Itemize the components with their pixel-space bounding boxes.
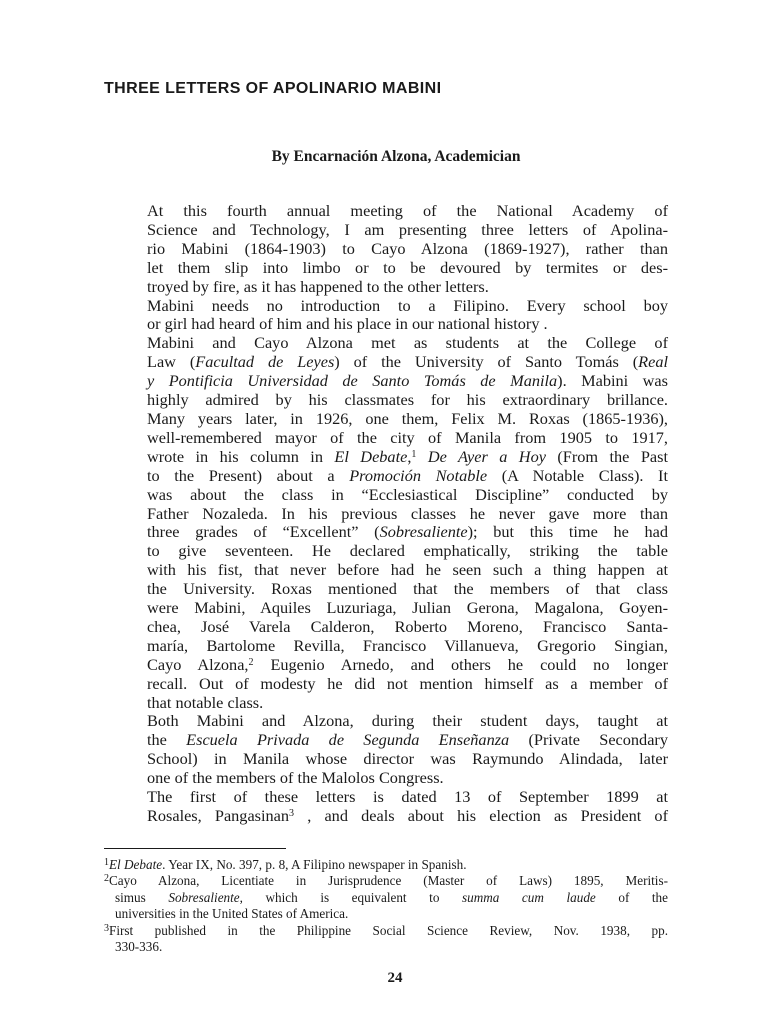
paragraph: [103, 712, 668, 788]
text-line: recall. Out of modesty he did not mention himself as a member of: [147, 673, 668, 693]
text-line: let them slip into limbo or to be devoured by termites or des-: [147, 257, 668, 277]
text-line: three grades of “Excellent” (Sobresaliente); but this time he had: [147, 522, 669, 542]
text-line: were Mabini, Aquiles Luzuriaga, Julian Gerona, Magalona, Goyen-: [147, 598, 668, 618]
text-line: Mabini needs no introduction to a Filipino. Every school boy: [147, 295, 668, 315]
footnote-line: $^1$El Debate. Year IX, No. 397, p. 8, A Filipino newspaper in Spanish.: [104, 857, 467, 872]
paragraph: [103, 202, 668, 297]
footnotes: [104, 857, 668, 955]
text-line: Rosales, Pangasinan$^3$ , and deals about his election as President of: [147, 806, 668, 825]
paragraph: [103, 788, 668, 826]
text-line: well-remembered mayor of the city of Manila from 1905 to 1917,: [147, 427, 668, 447]
text-line: or girl had heard of him and his place in our national history .: [147, 314, 548, 334]
footnote-line: $^2$Cayo Alzona, Licentiate in Jurisprudence (Master of Laws) 1895, Meritis-: [104, 873, 668, 889]
text-line: highly admired by his classmates for his extraordinary brillance.: [147, 390, 668, 410]
text-line: was about the class in “Ecclesiastical Discipline” conducted by: [147, 484, 668, 504]
footnote: [104, 857, 668, 873]
footnote-line: $^3$First published in the Philippine Social Science Review, Nov. 1938, pp.: [104, 922, 668, 938]
text-line: School) in Manila whose director was Raymundo Alindada, later: [147, 749, 668, 769]
article-title: THREE LETTERS OF APOLINARIO MABINI: [104, 80, 442, 97]
text-line: troyed by fire, as it has happened to the other letters.: [147, 276, 489, 296]
text-line: to give seventeen. He declared emphatically, striking the table: [147, 541, 668, 561]
text-line: Mabini and Cayo Alzona met as students at the College of: [147, 333, 668, 353]
footnote-mark: 3: [104, 922, 109, 934]
footnote-divider: [104, 848, 286, 849]
article-body: [103, 202, 668, 826]
footnote: [104, 873, 668, 922]
footnote-line: simus Sobresaliente, which is equivalent to summa cum laude of the: [115, 889, 669, 905]
text-line: to the Present) about a Promoción Notable (A Notable Class). It: [147, 465, 669, 485]
page-number: 24: [387, 970, 403, 986]
text-line: Law (Facultad de Leyes) of the University of Santo Tomás (Real: [147, 352, 669, 372]
text-line: the University. Roxas mentioned that the members of that class: [147, 579, 668, 599]
text-line: Cayo Alzona,$^2$ Eugenio Arnedo, and others he could no longer: [147, 654, 669, 674]
text-line: with his fist, that never before had he seen such a thing happen at: [147, 560, 668, 580]
text-line: y Pontificia Universidad de Santo Tomás de Manila). Mabini was: [147, 371, 668, 391]
text-line: wrote in his column in El Debate,$^1$ De Ayer a Hoy (From the Past: [147, 446, 668, 466]
text-line: maría, Bartolome Revilla, Francisco Villanueva, Gregorio Singian,: [147, 635, 668, 655]
text-line: the Escuela Privada de Segunda Enseñanza (Private Secondary: [147, 730, 668, 750]
text-line: The first of these letters is dated 13 of September 1899 at: [147, 787, 668, 807]
footnote-mark: 1: [104, 857, 109, 868]
text-line: Father Nozaleda. In his previous classes he never gave more than: [147, 503, 668, 523]
footnote: [104, 923, 668, 956]
paragraph: [103, 297, 668, 335]
byline: By Encarnación Alzona, Academician: [271, 148, 521, 165]
paragraph: [103, 334, 668, 712]
footnote-line: 330-336.: [115, 939, 163, 955]
text-line: Science and Technology, I am presenting three letters of Apolina-: [147, 219, 668, 239]
footnote-mark: 2: [104, 873, 109, 885]
text-line: Many years later, in 1926, one them, Felix M. Roxas (1865-1936),: [147, 408, 668, 428]
text-line: one of the members of the Malolos Congress.: [147, 768, 444, 788]
footnote-line: universities in the United States of America.: [115, 906, 349, 922]
text-line: At this fourth annual meeting of the National Academy of: [147, 201, 668, 220]
text-line: rio Mabini (1864-1903) to Cayo Alzona (1869-1927), rather than: [147, 238, 668, 258]
text-line: chea, José Varela Calderon, Roberto Moreno, Francisco Santa-: [147, 616, 668, 636]
text-line: Both Mabini and Alzona, during their student days, taught at: [147, 711, 668, 731]
text-line: that notable class.: [147, 692, 264, 712]
